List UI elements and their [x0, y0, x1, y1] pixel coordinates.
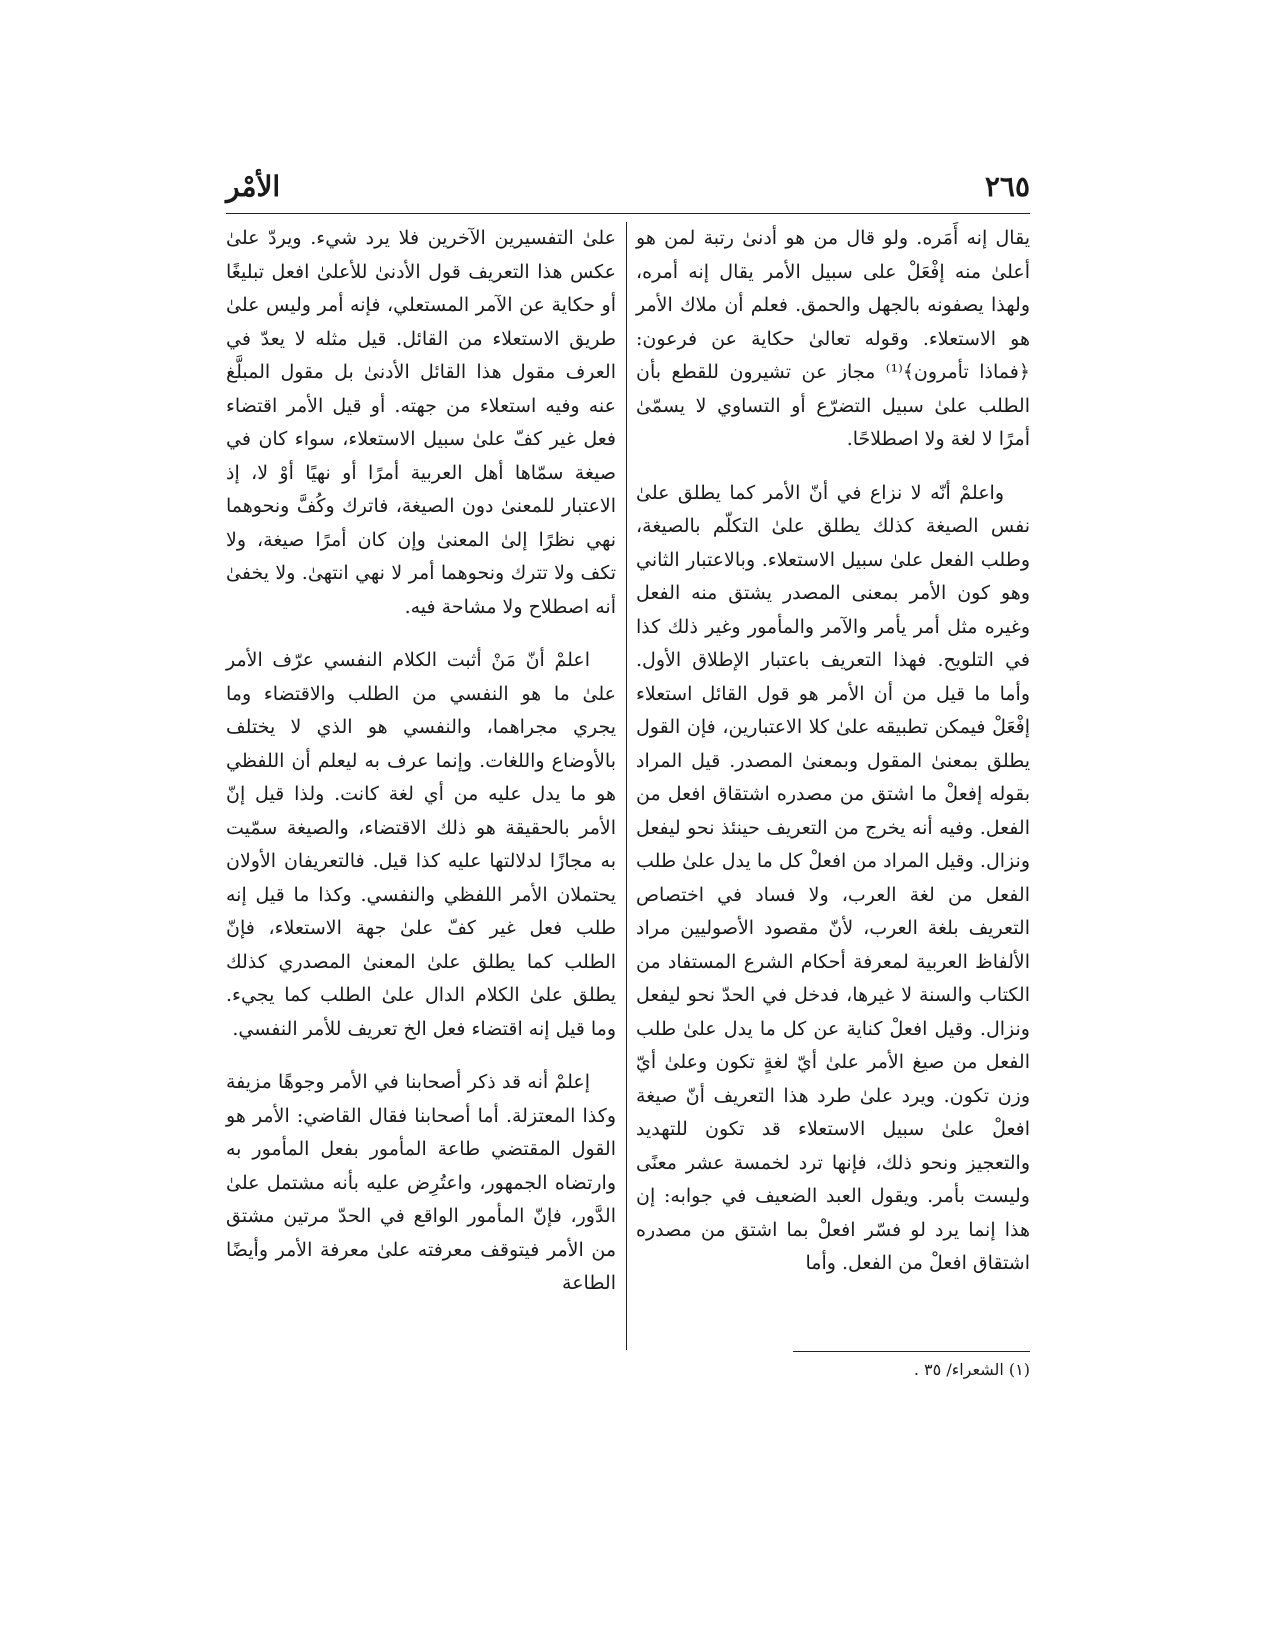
paragraph: اعلمْ أنّ مَنْ أثبت الكلام النفسي عرّف الأمر علىٰ ما هو النفسي من الطلب والاقتضاء وما يجري مجراهما، والنفسي هو الذي لا يختلف بالأوضاع واللغات. وإنما عرف به ليعلم أن اللفظي هو ما يدل عليه من أي لغة كانت. ولذا قيل إنّ الأمر بالحقيقة هو ذلك الاقتضاء، والصيغة سمّيت به مجازًا لدلالتها عليه كذا قيل. فالتعريفان الأولان يحتملان الأمر اللفظي والنفسي. وكذا ما قيل إنه طلب فعل غير كفّ علىٰ جهة الاستعلاء، فإنّ الطلب كما يطلق علىٰ المعنىٰ المصدري كذلك يطلق علىٰ الكلام الدال علىٰ الطلب كما يجيء. وما قيل إنه اقتضاء فعل الخ تعريف للأمر النفسي.	[226, 649, 616, 1040]
footnote-divider	[793, 1351, 1030, 1352]
right-column	[636, 222, 1030, 1281]
paragraph: علىٰ التفسيرين الآخرين فلا يرد شيء. ويردّ علىٰ عكس هذا التعريف قول الأدنىٰ للأعلىٰ افعل تبليغًا أو حكاية عن الآمر المستعلي، فإنه أمر وليس علىٰ طريق الاستعلاء من القائل. قيل مثله لا يعدّ في العرف مقول هذا القائل الأدنىٰ بل مقول المبلَّغ عنه وفيه استعلاء من جهته. أو قيل الأمر اقتضاء فعل غير كفّ علىٰ سبيل الاستعلاء، سواء كان في صيغة سمّاها أهل العربية أمرًا أو نهيًا أوْ لا، إذ الاعتبار للمعنىٰ دون الصيغة، فاترك وكُفَّ ونحوهما نهي نظرًا إلىٰ المعنىٰ وإن كان أمرًا صيغة، ولا تكف ولا تترك ونحوهما أمر لا نهي انتهىٰ. ولا يخفىٰ أنه اصطلاح ولا مشاحة فيه.	[226, 227, 616, 618]
header-divider	[226, 213, 1030, 214]
paragraph: يقال إنه أَمَره. ولو قال من هو أدنىٰ رتبة لمن هو أعلىٰ منه إفْعَلْ على سبيل الأمر يقال إنه أمره، ولهذا يصفونه بالجهل والحمق. فعلم أن ملاك الأمر هو الاستعلاء. وقوله تعالىٰ حكاية عن فرعون: ﴿فماذا تأمرون﴾⁽¹⁾ مجاز عن تشيرون للقطع بأن الطلب علىٰ سبيل التضرّع أو التساوي لا يسمّىٰ أمرًا لا لغة ولا اصطلاحًا.	[636, 227, 1031, 450]
paragraph: واعلمْ أنّه لا نزاع في أنّ الأمر كما يطلق علىٰ نفس الصيغة كذلك يطلق علىٰ التكلّم بالصيغة، وطلب الفعل علىٰ سبيل الاستعلاء. وبالاعتبار الثاني وهو كون الأمر بمعنى المصدر يشتق منه الفعل وغيره مثل أمر يأمر والآمر والمأمور وغير ذلك كذا في التلويح. فهذا التعريف باعتبار الإطلاق الأول. وأما ما قيل من أن الأمر هو قول القائل استعلاء إفْعَلْ فيمكن تطبيقه علىٰ كلا الاعتبارين، فإن القول يطلق بمعنىٰ المقول وبمعنىٰ المصدر. قيل المراد بقوله إفعلْ ما اشتق من مصدره اشتقاق افعل من الفعل. وفيه أنه يخرج من التعريف حينئذ نحو ليفعل ونزال. وقيل المراد من افعلْ كل ما يدل علىٰ طلب الفعل من لغة العرب، ولا فساد في اختصاص التعريف بلغة العرب، لأنّ مقصود الأصوليين مراد الألفاظ العربية لمعرفة أحكام الشرع المستفاد من الكتاب والسنة لا غيرها، فدخل في الحدّ نحو ليفعل ونزال. وقيل افعلْ كناية عن كل ما يدل علىٰ طلب الفعل من صيغ الأمر علىٰ أيّ لغةٍ تكون وعلىٰ أيّ وزن تكون. ويرد علىٰ طرد هذا التعريف أنّ صيغة افعلْ علىٰ سبيل الاستعلاء قد تكون للتهديد والتعجيز ونحو ذلك، فإنها ترد لخمسة عشر معنًى وليست بأمر. ويقول العبد الضعيف في جوابه: إن هذا إنما يرد لو فسّر افعلْ بما اشتق من مصدره اشتقاق افعلْ من الفعل. وأما	[636, 481, 1030, 1274]
footnote: (١) الشعراء/ ٣٥ .	[913, 1360, 1030, 1379]
left-column	[226, 222, 616, 1301]
column-divider	[626, 222, 627, 1350]
running-title: الأمْر	[226, 170, 281, 203]
page-number: ٢٦٥	[984, 170, 1030, 203]
page-header	[226, 170, 1030, 210]
paragraph: إعلمْ أنه قد ذكر أصحابنا في الأمر وجوهًا مزيفة وكذا المعتزلة. أما أصحابنا فقال القاضي: الأمر هو القول المقتضي طاعة المأمور بفعل المأمور به وارتضاه الجمهور، واعتُرِض عليه بأنه مشتمل علىٰ الدَّور، فإنّ المأمور الواقع في الحدّ مرتين مشتق من الأمر فيتوقف معرفته علىٰ معرفة الأمر وأيضًا الطاعة	[226, 1071, 616, 1294]
